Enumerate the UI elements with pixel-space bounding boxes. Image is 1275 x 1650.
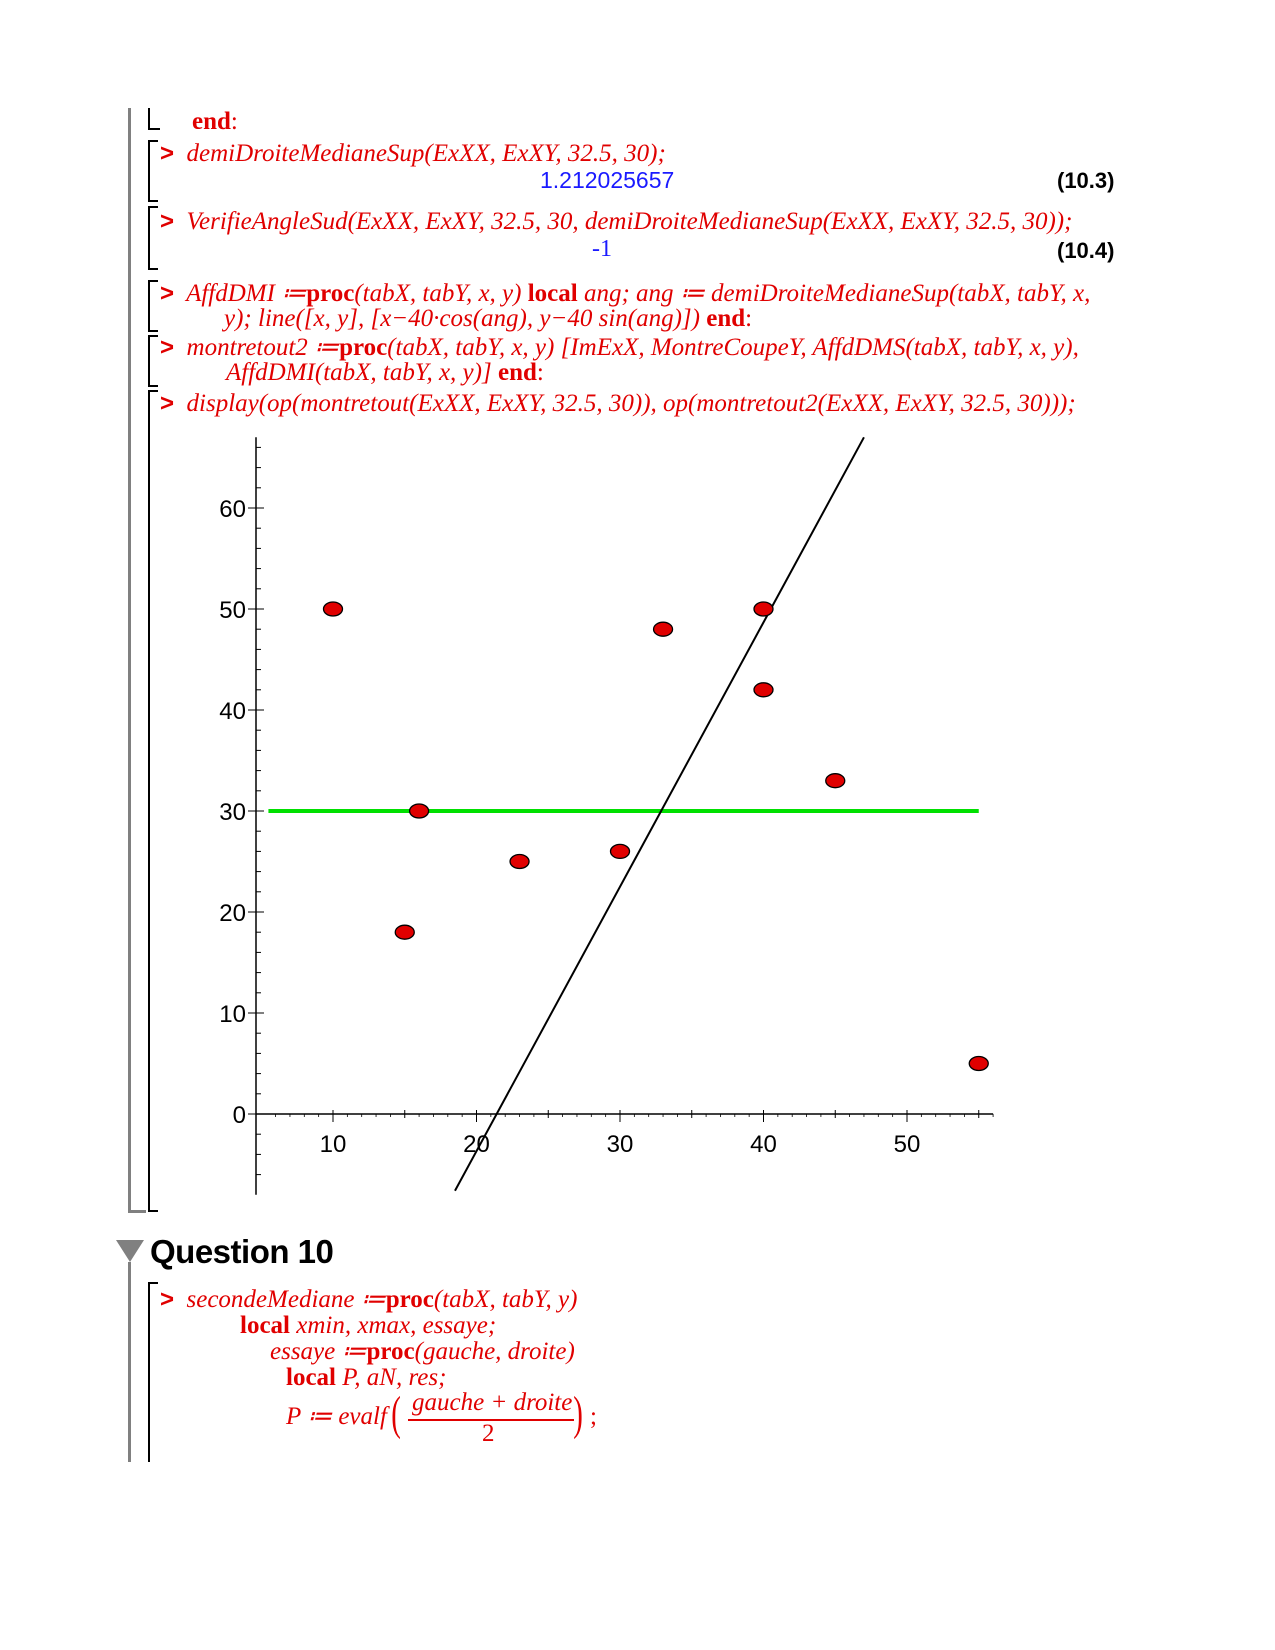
section-code-line5[interactable] (286, 1403, 387, 1431)
data-point (754, 602, 773, 616)
exec4-end-kw: end (497, 359, 537, 386)
plot-axes (256, 437, 993, 1195)
exec3-l1b: (tabX, tabY, x, y) (354, 280, 528, 307)
y-tick-label: 40 (219, 698, 246, 725)
data-point (969, 1057, 988, 1071)
section-l1a: secondeMediane ≔ (186, 1286, 386, 1313)
x-tick-label: 50 (893, 1131, 921, 1158)
exec3-l1c: ang; ang ≔ demiDroiteMedianeSup(tabX, tabY, x, (577, 280, 1091, 307)
end-punct: : (230, 108, 238, 135)
exec3-l1a: AffdDMI ≔ (186, 280, 307, 307)
data-point (395, 925, 414, 939)
exec3-prompt: > (160, 280, 175, 307)
data-point (754, 683, 773, 697)
fraction-end: ; (590, 1403, 597, 1430)
end-keyword: end (192, 108, 231, 135)
section-l1b: (tabX, tabY, y) (433, 1286, 578, 1313)
section-l2b: xmin, xmax, essaye; (290, 1312, 497, 1339)
section-code-line3[interactable] (270, 1338, 575, 1366)
data-point (826, 774, 845, 788)
section-l3a: essaye ≔ (270, 1338, 367, 1365)
exec4-l2a: AffdDMI(tabX, tabY, x, y)] (226, 359, 498, 386)
y-tick-label: 60 (219, 496, 246, 523)
exec3-local-kw: local (527, 280, 578, 307)
data-point (510, 855, 529, 869)
y-tick-label: 10 (219, 1001, 246, 1028)
fraction-numerator: gauche + droite (412, 1389, 573, 1416)
y-tick-label: 0 (232, 1102, 246, 1129)
section-prompt: > (160, 1286, 175, 1313)
exec1-output: 1.212025657 (540, 167, 675, 193)
exec3-l2p: : (745, 305, 753, 332)
exec4-l1b: (tabX, tabY, x, y) [ImExX, MontreCoupeY, AffdDMS(tabX, tabY, x, y), (387, 334, 1079, 361)
section-l4-local-kw: local (286, 1364, 336, 1391)
data-point (654, 622, 673, 636)
exec3-end-kw: end (706, 305, 746, 332)
dmi-line (455, 437, 864, 1190)
fraction-paren-left: ( (391, 1387, 401, 1440)
section-collapse-toggle[interactable] (116, 1240, 144, 1262)
exec2-prompt: > (160, 208, 175, 235)
section-exec-bracket (148, 1282, 150, 1462)
data-point (324, 602, 343, 616)
plot-points (324, 602, 989, 1071)
exec4-l1a: montretout2 ≔ (186, 334, 340, 361)
exec5-prompt: > (160, 390, 175, 417)
exec1-label: (10.3) (1057, 168, 1115, 193)
y-tick-label: 20 (219, 900, 246, 927)
x-tick-label: 10 (319, 1131, 347, 1158)
y-tick-label: 30 (219, 799, 246, 826)
exec3-l2a: y); line([x, y], [x−40·cos(ang), y−40 sin(ang)]) (224, 305, 707, 332)
exec4-l2p: : (536, 359, 544, 386)
exec2-output: -1 (592, 236, 612, 262)
exec2-input-text: VerifieAngleSud(ExXX, ExXY, 32.5, 30, demiDroiteMedianeSup(ExXX, ExXY, 32.5, 30)); (186, 208, 1073, 235)
exec4-proc-kw: proc (339, 334, 388, 361)
section-l4b: P, aN, res; (336, 1364, 447, 1391)
y-tick-label: 50 (219, 597, 246, 624)
section-l3b: (gauche, droite) (414, 1338, 575, 1365)
exec2-label: (10.4) (1057, 238, 1115, 263)
data-point (611, 844, 630, 858)
exec5-input-text: display(op(montretout(ExXX, ExXY, 32.5, 30)), op(montretout2(ExXX, ExXY, 32.5, 30))); (186, 390, 1076, 417)
section-l2-local-kw: local (240, 1312, 290, 1339)
section-exec-bracket-top (148, 1282, 158, 1284)
x-tick-label: 30 (606, 1131, 634, 1158)
section-code-line4[interactable] (286, 1364, 446, 1392)
section-title: Question 10 (150, 1233, 334, 1270)
exec3-proc-kw: proc (306, 280, 355, 307)
data-point (410, 804, 429, 818)
section-bracket (128, 1262, 131, 1462)
fraction-denominator: 2 (482, 1420, 495, 1447)
section-l3-proc-kw: proc (366, 1338, 415, 1365)
exec1-input-text: demiDroiteMedianeSup(ExXX, ExXY, 32.5, 30); (186, 140, 666, 167)
x-tick-label: 20 (463, 1131, 490, 1158)
exec4-prompt: > (160, 334, 175, 361)
plot-lines (268, 437, 978, 1190)
fraction-paren-right: ) (573, 1387, 583, 1440)
exec1-prompt: > (160, 140, 175, 167)
section-code-line2[interactable] (240, 1312, 496, 1340)
section-l5a: P ≔ evalf (286, 1403, 387, 1430)
section-code-line1[interactable] (160, 1286, 577, 1314)
x-tick-label: 40 (750, 1131, 777, 1158)
section-l1-proc-kw: proc (385, 1286, 434, 1313)
